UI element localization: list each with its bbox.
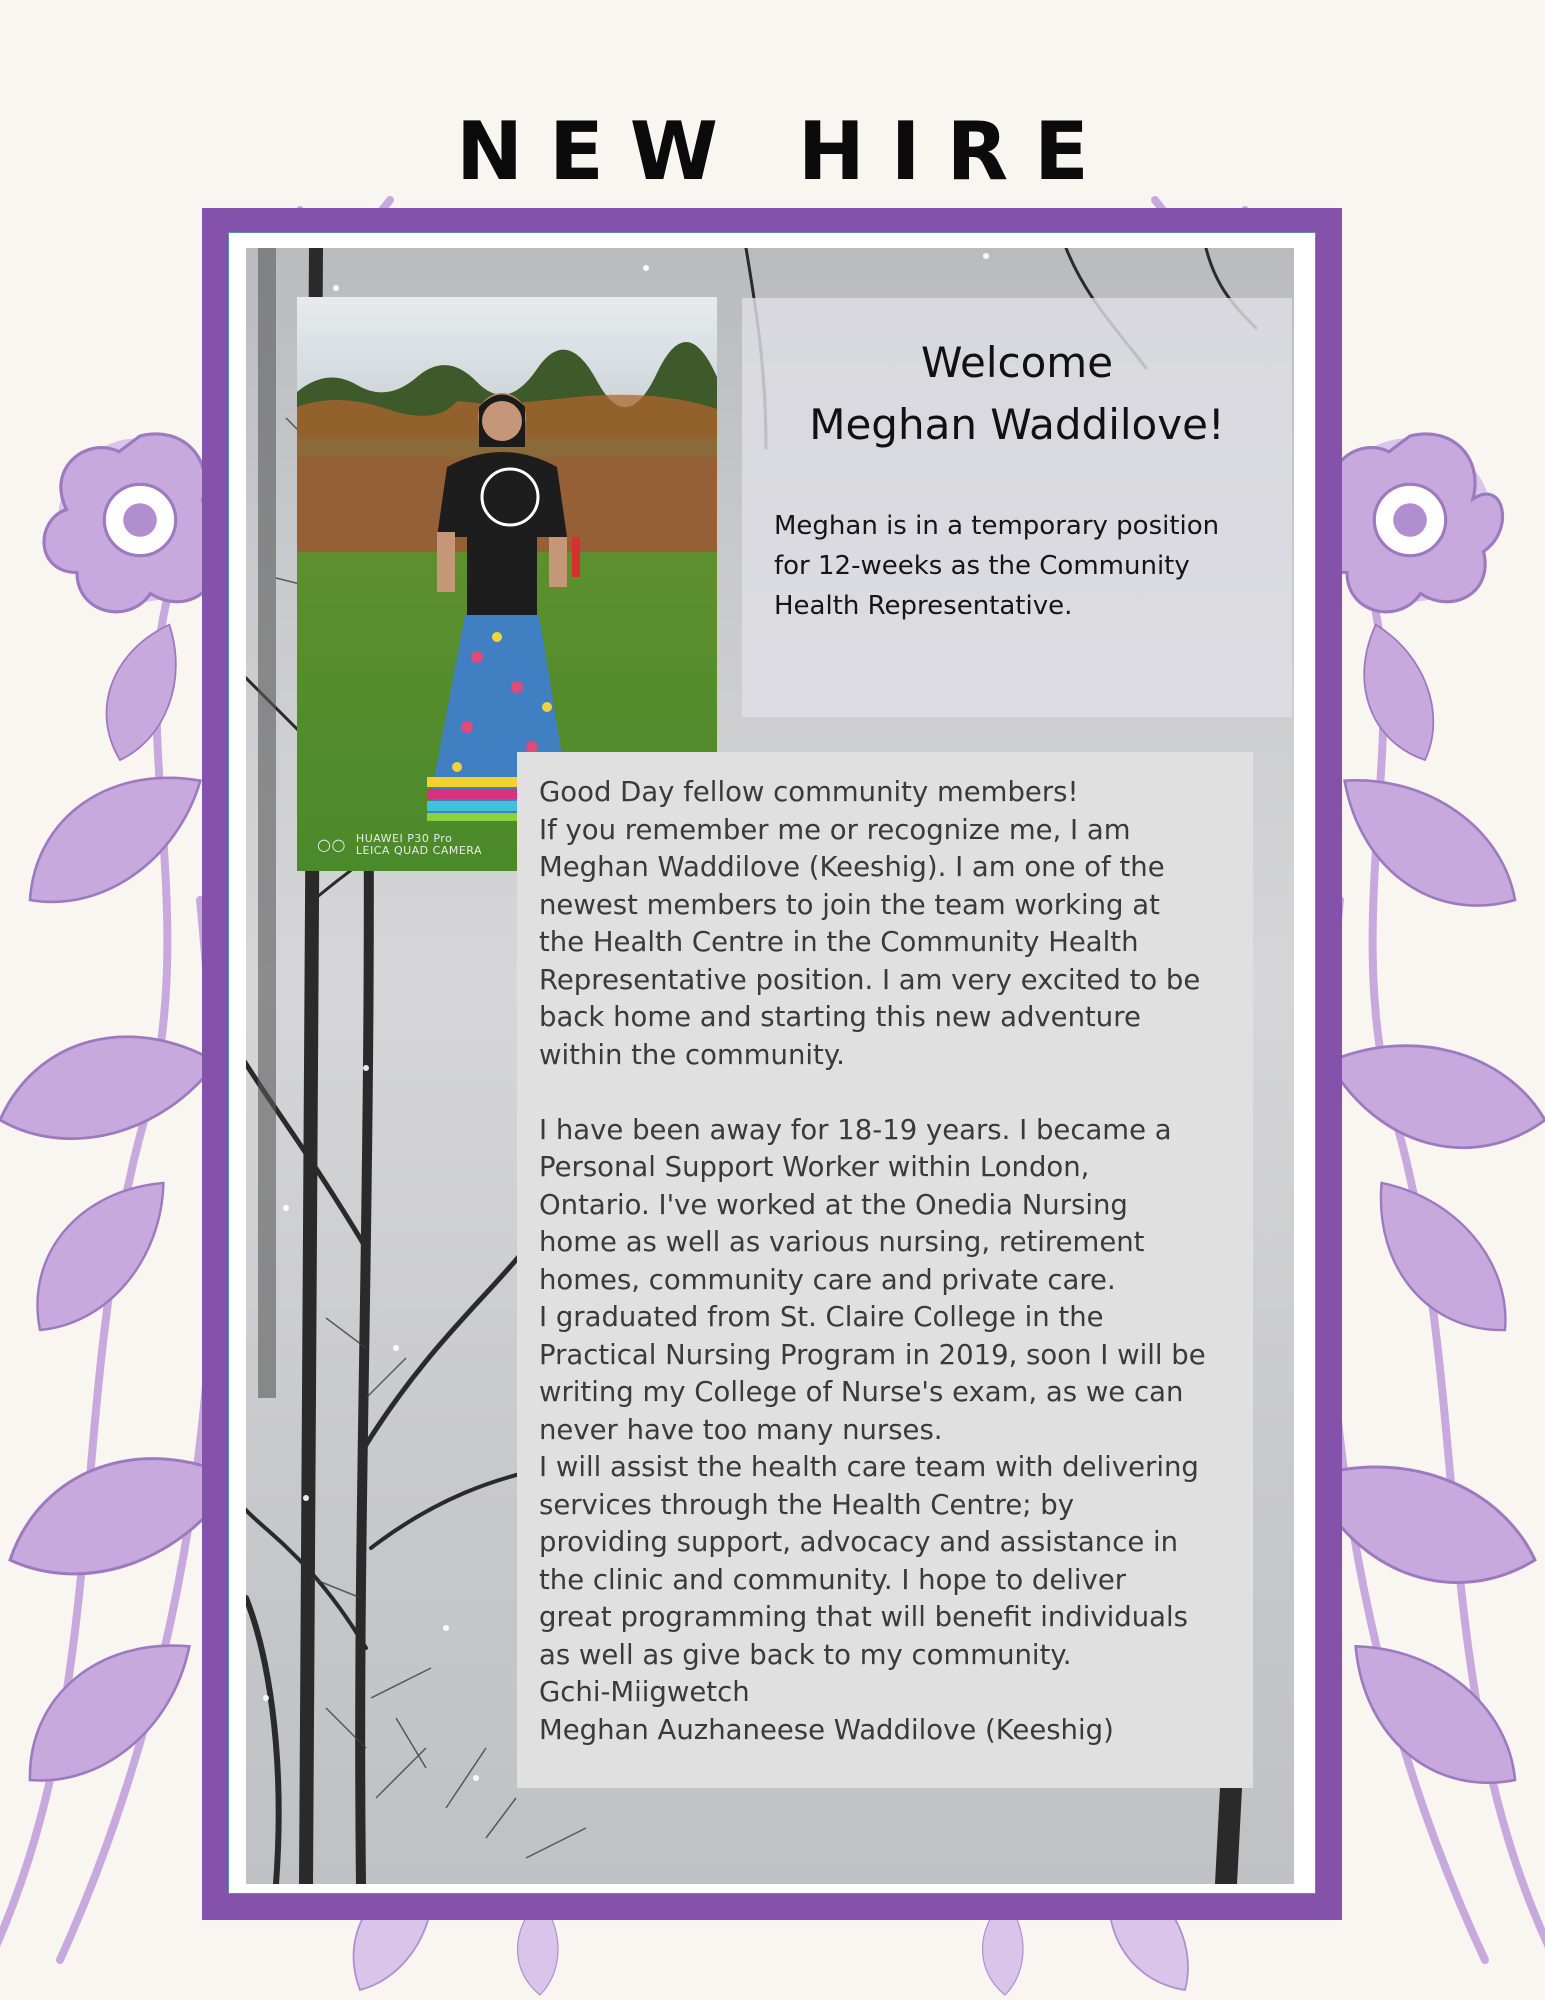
welcome-summary: Meghan is in a temporary position for 12-weeks as the Community Health Representative. [774,511,1220,621]
letter-line: never have too many nurses. [539,1413,943,1446]
letter-line: home as well as various nursing, retirement [539,1226,1145,1258]
letter-line: homes, community care and private care. [539,1263,1116,1296]
letter-signature: Meghan Auzhaneese Waddilove (Keeshig) [539,1713,1114,1746]
letter-line: writing my College of Nurse's exam, as we can [539,1376,1184,1408]
letter-line: Meghan Waddilove (Keeshig). I am one of the [539,851,1165,883]
welcome-panel [742,298,1292,717]
letter-panel [517,752,1253,1788]
letter-line: back home and starting this new adventure [539,1001,1141,1033]
letter-line: providing support, advocacy and assistance in [539,1526,1179,1558]
welcome-heading: Welcome Meghan Waddilove! [809,338,1225,449]
letter-line: I graduated from St. Claire College in the [539,1301,1104,1333]
letter-closing: Gchi-Miigwetch [539,1676,750,1708]
letter-line: services through the Health Centre; by [539,1488,1074,1521]
page-title: NEW HIRE [456,105,1115,198]
letter-line: Personal Support Worker within London, [539,1151,1090,1183]
letter-line: If you remember me or recognize me, I am [539,813,1131,846]
letter-line: Practical Nursing Program in 2019, soon I will be [539,1338,1206,1371]
letter-text [539,774,1245,1749]
letter-line: Representative position. I am very excited to be [539,963,1201,996]
letter-line: the Health Centre in the Community Health [539,926,1139,958]
paragraph-gap [539,1074,1245,1112]
letter-line: Ontario. I've worked at the Onedia Nursing [539,1188,1128,1221]
letter-line: within the community. [539,1038,845,1071]
letter-line: great programming that will benefit individuals [539,1601,1188,1633]
letter-line: the clinic and community. I hope to deliver [539,1563,1127,1596]
camera-rings-icon: ○○ [317,835,346,854]
letter-line: as well as give back to my community. [539,1638,1072,1671]
letter-line: I have been away for 18-19 years. I became a [539,1113,1172,1146]
letter-line: Good Day fellow community members! [539,776,1079,808]
letter-line: I will assist the health care team with delivering [539,1451,1199,1483]
letter-line: newest members to join the team working at [539,888,1160,921]
camera-watermark: ○○ HUAWEI P30 Pro LEICA QUAD CAMERA [317,832,483,857]
